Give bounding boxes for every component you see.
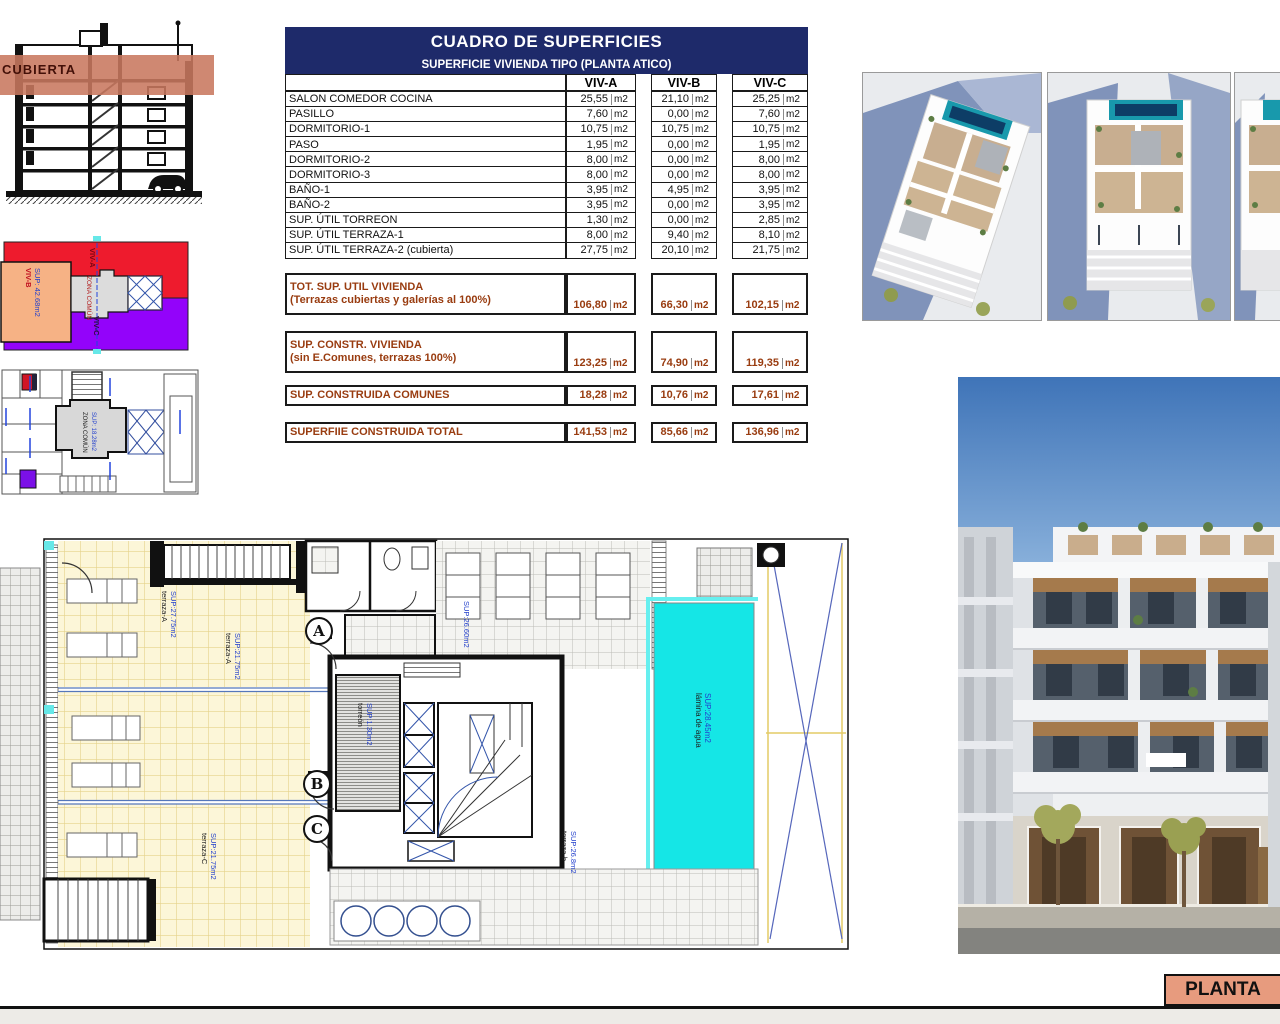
aerial-render-3-svg (1235, 73, 1280, 320)
total-row-label: SUP. CONSTRUIDA COMUNES (285, 385, 566, 406)
surface-row-label: BAÑO-2 (285, 197, 566, 214)
area-value-cell: 0,00 m2 (651, 151, 717, 168)
surface-row-label: DORMITORIO-2 (285, 151, 566, 168)
area-value-cell: 85,66 m2 (651, 422, 717, 443)
area-value-cell: 1,30 m2 (566, 212, 636, 229)
area-value-cell: 20,10 m2 (651, 242, 717, 259)
surface-row-label: BAÑO-1 (285, 182, 566, 199)
surface-row (285, 151, 808, 168)
surface-row-label: SUP. ÚTIL TERRAZA-2 (cubierta) (285, 242, 566, 259)
surface-row (285, 227, 808, 244)
zona-comun-label: ZONA COMÚN (85, 276, 92, 321)
area-value-cell: 141,53 m2 (566, 422, 636, 443)
aerial-render-1 (862, 72, 1042, 321)
total-row (285, 273, 808, 315)
area-value-cell: 123,25 m2 (566, 331, 636, 373)
total-row (285, 331, 808, 373)
terrace-label: terraza-A (224, 633, 233, 664)
section-elevation-svg (0, 15, 218, 233)
roof-plan (0, 535, 852, 950)
area-value-cell: 8,00 m2 (732, 151, 808, 168)
titleblock-planta-label: PLANTA (1185, 979, 1261, 1000)
area-value-cell: 4,95 m2 (651, 182, 717, 199)
area-value-cell: 10,75 m2 (732, 121, 808, 138)
surface-row-label: PASO (285, 136, 566, 153)
area-value-cell: 0,00 m2 (651, 166, 717, 183)
key-plan-colored-svg (0, 236, 192, 354)
area-value-cell: 10,75 m2 (566, 121, 636, 138)
torreon-label: torreón (356, 703, 365, 727)
apartment-marker-a: A (305, 617, 333, 645)
surface-row (285, 136, 808, 153)
terrace-label: terraza-b (560, 831, 569, 862)
area-value-cell: 0,00 m2 (651, 136, 717, 153)
area-value-cell: 7,60 m2 (566, 106, 636, 123)
total-row-label: TOT. SUP. UTIL VIVIENDA (Terrazas cubiertas y galerías al 100%) (285, 273, 566, 315)
area-value-cell: 102,15 m2 (732, 273, 808, 315)
area-value-cell: 10,76 m2 (651, 385, 717, 406)
surface-row-label: DORMITORIO-3 (285, 166, 566, 183)
area-value-cell: 8,00 m2 (566, 227, 636, 244)
area-value-cell: 21,10 m2 (651, 91, 717, 108)
area-value-cell: 8,10 m2 (732, 227, 808, 244)
neighbour-roof (0, 568, 40, 920)
area-value-cell: 25,25 m2 (732, 91, 808, 108)
roof-plan-svg (0, 535, 852, 950)
total-row-label: SUP. CONSTR. VIVIENDA (sin E.Comunes, terrazas 100%) (285, 331, 566, 373)
area-value-cell: 18,28 m2 (566, 385, 636, 406)
cubierta-band-label: CUBIERTA (2, 62, 77, 77)
area-value-cell: 136,96 m2 (732, 422, 808, 443)
pool (654, 603, 754, 879)
surface-row (285, 197, 808, 214)
aerial-render-2-svg (1048, 73, 1230, 320)
total-row-label: SUPERFIIE CONSTRUIDA TOTAL (285, 422, 566, 443)
area-value-cell: 3,95 m2 (566, 182, 636, 199)
surface-row (285, 166, 808, 183)
area-value-cell: 0,00 m2 (651, 197, 717, 214)
viv-c-label: VIV-C (92, 316, 101, 336)
area-value-cell: 8,00 m2 (732, 166, 808, 183)
header-empty-cell (285, 74, 566, 91)
area-value-cell: 0,00 m2 (651, 212, 717, 229)
table-title: CUADRO DE SUPERFICIES (285, 27, 808, 57)
key-plan-bw-svg (0, 362, 212, 502)
area-value-cell: 1,95 m2 (566, 136, 636, 153)
area-value-cell: 66,30 m2 (651, 273, 717, 315)
surface-row-label: PASILLO (285, 106, 566, 123)
surface-row (285, 242, 808, 259)
area-value-cell: 8,00 m2 (566, 151, 636, 168)
area-value-cell: 25,55 m2 (566, 91, 636, 108)
sheet-margin-strip (0, 1009, 1280, 1024)
torreon (336, 675, 400, 811)
titleblock-planta-box (1164, 974, 1280, 1006)
solarium-sup: SUP:26.60m2 (462, 601, 471, 648)
area-value-cell: 1,95 m2 (732, 136, 808, 153)
key-plan-colored (0, 236, 192, 354)
surface-row-label: DORMITORIO-1 (285, 121, 566, 138)
total-row (285, 422, 808, 443)
area-value-cell: 74,90 m2 (651, 331, 717, 373)
elevators (404, 703, 434, 833)
surface-row-label: SALON COMEDOR COCINA (285, 91, 566, 108)
viv-a-label: VIV-A (88, 248, 97, 268)
torreon-sup: SUP:1.30m2 (365, 703, 374, 746)
viv-b-sup-label: SUP: 42.68m2 (33, 268, 42, 317)
area-value-cell: 10,75 m2 (651, 121, 717, 138)
surfaces-table (285, 27, 808, 443)
terrace-label: terraza-C (200, 833, 209, 865)
aerial-render-2 (1047, 72, 1231, 321)
terrace-sup: SUP:21.75m2 (233, 633, 242, 680)
header-viv-a: VIV-A (566, 74, 636, 91)
street-render (958, 377, 1280, 954)
area-value-cell: 3,95 m2 (732, 197, 808, 214)
surface-row (285, 106, 808, 123)
table-totals (285, 273, 808, 443)
viv-b-label: VIV-B (24, 268, 33, 288)
surface-row (285, 121, 808, 138)
bw-zona-sup-label: SUP: 18.28m2 (90, 412, 96, 452)
header-viv-c: VIV-C (732, 74, 808, 91)
area-value-cell: 9,40 m2 (651, 227, 717, 244)
surface-row (285, 182, 808, 199)
section-elevation-drawing (0, 15, 218, 233)
surface-row-label: SUP. ÚTIL TORREON (285, 212, 566, 229)
surface-row-label: SUP. ÚTIL TERRAZA-1 (285, 227, 566, 244)
table-header-row (285, 74, 808, 91)
aerial-render-1-svg (863, 73, 1041, 320)
area-value-cell: 119,35 m2 (732, 331, 808, 373)
area-value-cell: 2,85 m2 (732, 212, 808, 229)
area-value-cell: 21,75 m2 (732, 242, 808, 259)
pool-sup: SUP:28.45m2 (703, 693, 712, 743)
area-value-cell: 0,00 m2 (651, 106, 717, 123)
bw-zona-comun-label: ZONA COMÚN (81, 412, 87, 453)
key-plan-bw (0, 362, 212, 502)
apartment-marker-c: C (303, 815, 331, 843)
table-subtitle: SUPERFICIE VIVIENDA TIPO (PLANTA ATICO) (285, 57, 808, 74)
apartment-marker-b: B (303, 770, 331, 798)
header-viv-b: VIV-B (651, 74, 717, 91)
terrace-sup: SUP:26.8m2 (569, 831, 578, 874)
area-value-cell: 7,60 m2 (732, 106, 808, 123)
total-row (285, 385, 808, 406)
terrace-sup: SUP:21.75m2 (209, 833, 218, 880)
area-value-cell: 106,80 m2 (566, 273, 636, 315)
area-value-cell: 8,00 m2 (566, 166, 636, 183)
street-render-svg (958, 377, 1280, 954)
area-value-cell: 3,95 m2 (566, 197, 636, 214)
pool-label: lámina de agua (694, 693, 703, 748)
surface-row (285, 212, 808, 229)
table-body (285, 91, 808, 259)
terrace-label: terraza-A (160, 591, 169, 622)
surface-row (285, 91, 808, 108)
aerial-render-3-cropped (1234, 72, 1280, 321)
area-value-cell: 3,95 m2 (732, 182, 808, 199)
area-value-cell: 17,61 m2 (732, 385, 808, 406)
area-value-cell: 27,75 m2 (566, 242, 636, 259)
terrace-sup: SUP:27.75m2 (169, 591, 178, 638)
